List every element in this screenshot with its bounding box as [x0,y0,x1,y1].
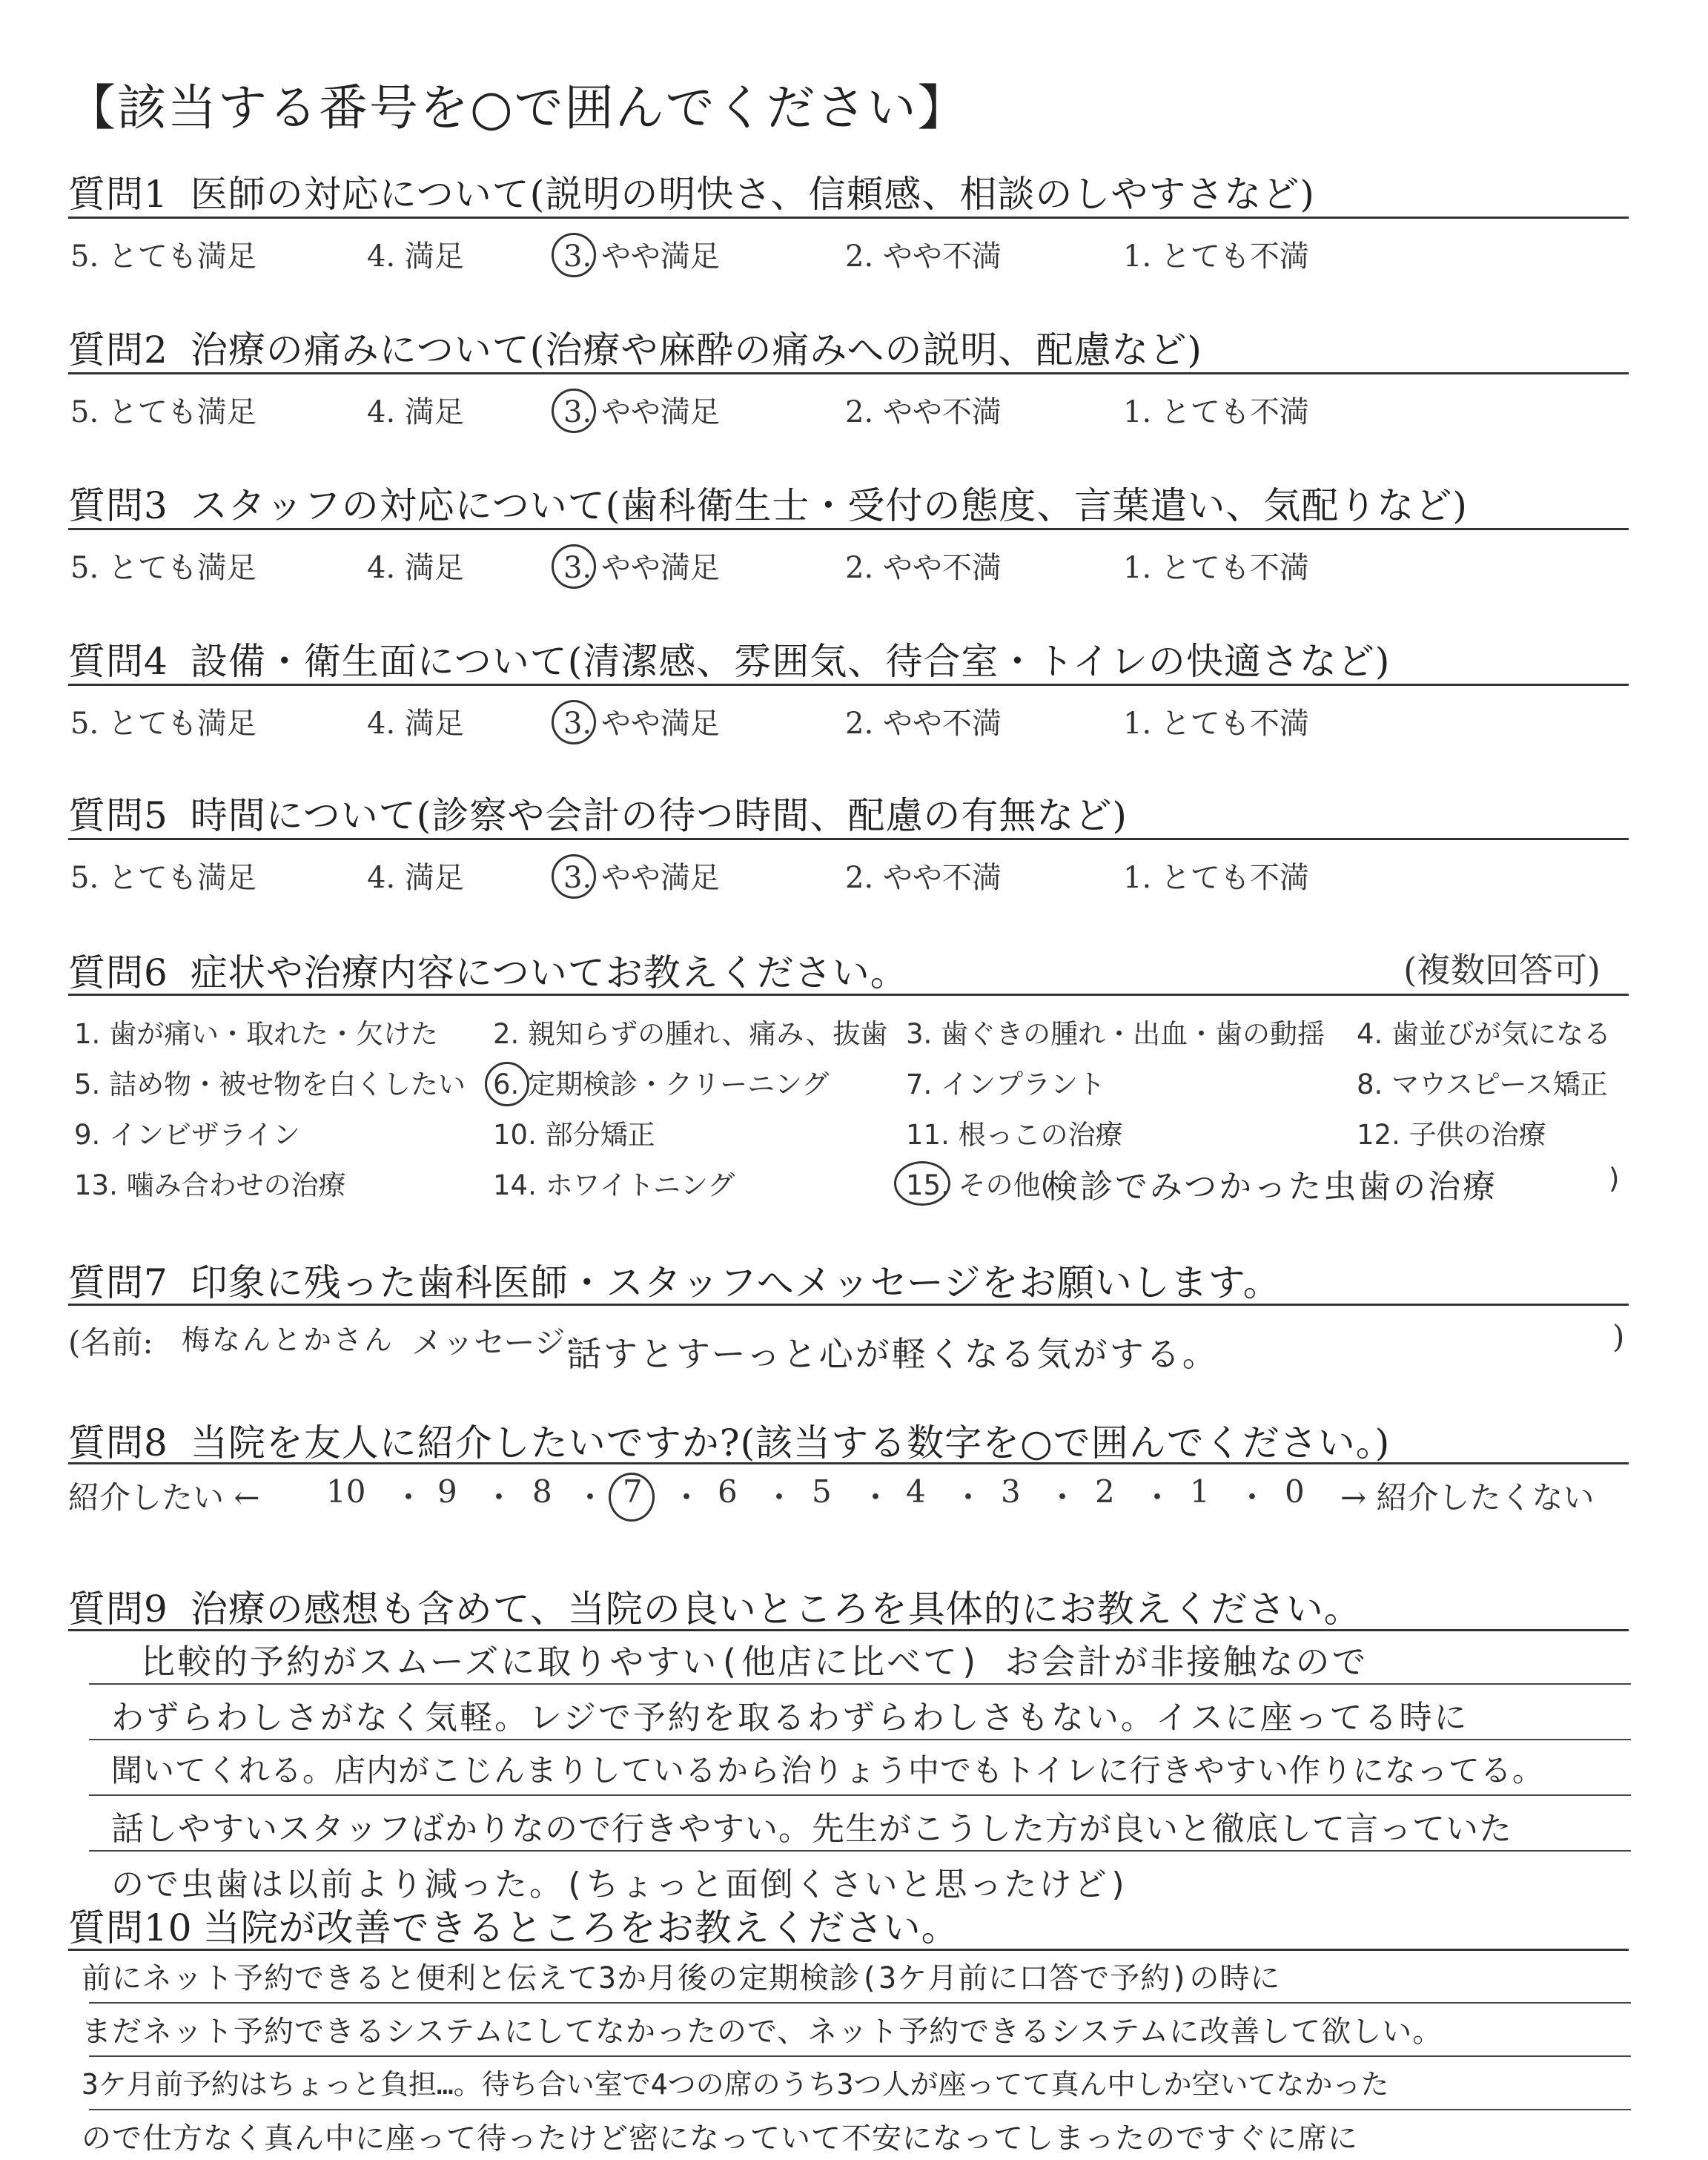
q6-item-11[interactable]: 11. 根っこの治療 [906,1119,1123,1151]
q4-option-3[interactable]: 3. やや満足 [563,707,720,741]
question-6-text: 症状や治療内容についてお教えください。 [190,951,908,994]
question-3-rule [68,528,1629,530]
q10-answer-line-4: ので仕方なく真ん中に座って待ったけど密になっていて不安になってしまったのですぐに席に [82,2121,1358,2156]
q8-sep: ・ [483,1479,515,1516]
question-1-number: 質問1 [68,173,168,216]
q6-item-3[interactable]: 3. 歯ぐきの腫れ・出血・歯の動揺 [906,1018,1325,1050]
question-8-rule [68,1462,1629,1464]
q9-ruled-line [89,1794,1631,1796]
q8-scale-1[interactable]: 1 [1190,1473,1210,1510]
q7-close: ) [1612,1318,1625,1355]
q1-option-3[interactable]: 3. やや満足 [563,240,720,274]
q9-answer-line-2: わずらわしさがなく気軽。レジで予約を取るわずらわしさもない。イスに座ってる時に [111,1699,1469,1737]
q8-scale-10[interactable]: 10 [326,1473,366,1510]
q6-item-1[interactable]: 1. 歯が痛い・取れた・欠けた [74,1018,439,1050]
q7-message-value: 話すとすーっと心が軽くなる気がする。 [567,1334,1219,1374]
q10-answer-line-3: 3ケ月前予約はちょっと負担…。待ち合い室で4つの席のうち3つ人が座ってて真ん中しか空いてなかった [82,2068,1389,2101]
multiple-answer-note: (複数回答可) [1403,950,1601,990]
q8-sep: ・ [860,1479,892,1516]
q10-answer-line-1: 前にネット予約できると便利と伝えて3か月後の定期検診(3ケ月前に口答で予約)の時に [82,1961,1281,1995]
question-6-rule [68,994,1629,996]
q10-answer-line-2: まだネット予約できるシステムにしてなかったので、ネット予約できるシステムに改善して欲しい。 [82,2015,1443,2049]
q6-item-5[interactable]: 5. 詰め物・被せ物を白くしたい [74,1069,466,1100]
q8-scale-3[interactable]: 3 [1001,1473,1021,1510]
q1-option-4[interactable]: 4. 満足 [367,240,464,274]
question-10-text: 当院が改善できるところをお教えください。 [202,1906,959,1949]
q3-option-4[interactable]: 4. 満足 [367,551,464,585]
question-6-title [68,943,908,997]
q9-ruled-line [89,1739,1631,1740]
q9-ruled-line [89,1850,1631,1852]
question-3-text: スタッフの対応について(歯科衛生士・受付の態度、言葉遣い、気配りなど) [190,484,1468,527]
q6-item-8[interactable]: 8. マウスピース矯正 [1357,1069,1608,1100]
q3-option-2[interactable]: 2. やや不満 [845,551,1002,585]
q6-item-15[interactable]: 15. その他( [906,1169,1052,1201]
q6-item-12[interactable]: 12. 子供の治療 [1357,1119,1546,1151]
q10-ruled-line [89,2109,1631,2110]
q6-item-13[interactable]: 13. 噛み合わせの治療 [74,1169,346,1201]
question-1-text: 医師の対応について(説明の明快さ、信頼感、相談のしやすさなど) [190,173,1315,216]
q2-option-4[interactable]: 4. 満足 [367,395,464,429]
q2-option-5[interactable]: 5. とても満足 [70,395,256,429]
question-3-number: 質問3 [68,484,168,527]
question-9-number: 質問9 [68,1588,168,1631]
q8-sep: ・ [1047,1479,1079,1516]
q6-item-14[interactable]: 14. ホワイトニング [493,1169,735,1201]
question-5-number: 質問5 [68,794,168,837]
question-9-text: 治療の感想も含めて、当院の良いところを具体的にお教えください。 [190,1588,1362,1631]
q6-item-10[interactable]: 10. 部分矯正 [493,1119,655,1151]
question-4-number: 質問4 [68,640,168,683]
q9-answer-line-3: 聞いてくれる。店内がこじんまりしているから治りょう中でもトイレに行きやすい作りになってる。 [111,1752,1544,1789]
question-3-title [68,476,1468,529]
instruction-header: 【該当する番号を○で囲んでください】 [67,79,968,136]
question-10-number: 質問10 [68,1906,193,1949]
q8-sep: ・ [764,1479,795,1516]
q1-option-2[interactable]: 2. やや不満 [845,240,1002,274]
question-9-rule [68,1629,1629,1631]
q8-sep: ・ [1142,1479,1174,1516]
q6-item-9[interactable]: 9. インビザライン [74,1119,300,1151]
q5-option-3[interactable]: 3. やや満足 [563,861,720,895]
question-2-number: 質問2 [68,328,168,371]
question-8-text: 当院を友人に紹介したいですか?(該当する数字を○で囲んでください。) [190,1421,1391,1464]
q8-left-label: 紹介したい ← [68,1479,260,1516]
q6-item-7[interactable]: 7. インプラント [906,1069,1106,1100]
question-10-title [68,1898,959,1952]
question-7-text: 印象に残った歯科医師・スタッフへメッセージをお願いします。 [190,1261,1281,1304]
q6-item-6[interactable]: 6. 定期検診・クリーニング [493,1069,830,1100]
q8-sep: ・ [575,1479,606,1516]
q2-option-1[interactable]: 1. とても不満 [1123,395,1309,429]
question-8-title [68,1413,1390,1467]
q5-option-4[interactable]: 4. 満足 [367,861,464,895]
question-5-text: 時間について(診察や会計の待つ時間、配慮の有無など) [190,794,1128,837]
q1-option-1[interactable]: 1. とても不満 [1123,240,1309,274]
q5-option-5[interactable]: 5. とても満足 [70,861,256,895]
question-7-rule [68,1304,1629,1306]
q8-sep: ・ [1237,1479,1268,1516]
q2-option-3[interactable]: 3. やや満足 [563,395,720,429]
q10-ruled-line [89,2002,1631,2004]
q9-answer-line-5: ので虫歯は以前より減った。(ちょっと面倒くさいと思ったけど) [111,1866,1131,1903]
q8-scale-9[interactable]: 9 [437,1473,457,1510]
question-4-rule [68,684,1629,686]
q6-other-handwritten: 検診でみつかった虫歯の治療 [1045,1168,1498,1206]
q4-option-4[interactable]: 4. 満足 [367,707,464,741]
q6-item-2[interactable]: 2. 親知らずの腫れ、痛み、抜歯 [493,1018,888,1050]
question-9-title [68,1579,1362,1633]
q3-option-1[interactable]: 1. とても不満 [1123,551,1309,585]
q4-option-2[interactable]: 2. やや不満 [845,707,1002,741]
question-6-number: 質問6 [68,951,168,994]
q1-option-5[interactable]: 5. とても満足 [70,240,256,274]
q2-option-2[interactable]: 2. やや不満 [845,395,1002,429]
q3-option-3[interactable]: 3. やや満足 [563,551,720,585]
question-4-text: 設備・衛生面について(清潔感、雰囲気、待合室・トイレの快適さなど) [190,640,1391,683]
q7-message-label: メッセージ: [411,1324,576,1361]
question-7-title [68,1253,1281,1307]
q8-sep: ・ [671,1479,703,1516]
q8-scale-0[interactable]: 0 [1285,1473,1305,1510]
question-1-title [68,165,1315,218]
q8-scale-7[interactable]: 7 [623,1473,643,1510]
q6-item-15-close: ) [1609,1163,1620,1195]
q8-sep: ・ [393,1479,425,1516]
q10-ruled-line [89,2055,1631,2057]
question-8-number: 質問8 [68,1421,168,1464]
q5-option-1[interactable]: 1. とても不満 [1123,861,1309,895]
q8-scale-6[interactable]: 6 [718,1473,738,1510]
question-7-number: 質問7 [68,1261,168,1304]
question-5-title [68,786,1128,839]
q6-item-4[interactable]: 4. 歯並びが気になる [1357,1018,1612,1050]
question-1-rule [68,217,1629,219]
question-2-rule [68,372,1629,374]
question-10-rule [68,1949,1629,1951]
q3-option-5[interactable]: 5. とても満足 [70,551,256,585]
question-5-rule [68,838,1629,840]
q8-scale-8[interactable]: 8 [532,1473,552,1510]
q4-option-1[interactable]: 1. とても不満 [1123,707,1309,741]
q7-name-label: (名前: [68,1324,153,1361]
q7-name-value: 梅なんとかさん [182,1324,395,1356]
question-2-title [68,320,1202,374]
q9-answer-line-1: 比較的予約がスムーズに取りやすい(他店に比べて) お会計が非接触なので [141,1642,1368,1682]
question-2-text: 治療の痛みについて(治療や麻酔の痛みへの説明、配慮など) [190,328,1202,371]
question-4-title [68,632,1390,685]
q8-scale-2[interactable]: 2 [1095,1473,1115,1510]
q5-option-2[interactable]: 2. やや不満 [845,861,1002,895]
q8-scale-5[interactable]: 5 [812,1473,832,1510]
q8-scale-4[interactable]: 4 [906,1473,926,1510]
q4-option-5[interactable]: 5. とても満足 [70,707,256,741]
q8-right-label: → 紹介したくない [1340,1479,1595,1516]
q8-sep: ・ [953,1479,984,1516]
q9-answer-line-4: 話しやすいスタッフばかりなので行きやすい。先生がこうした方が良いと徹底して言っていた [111,1810,1512,1848]
